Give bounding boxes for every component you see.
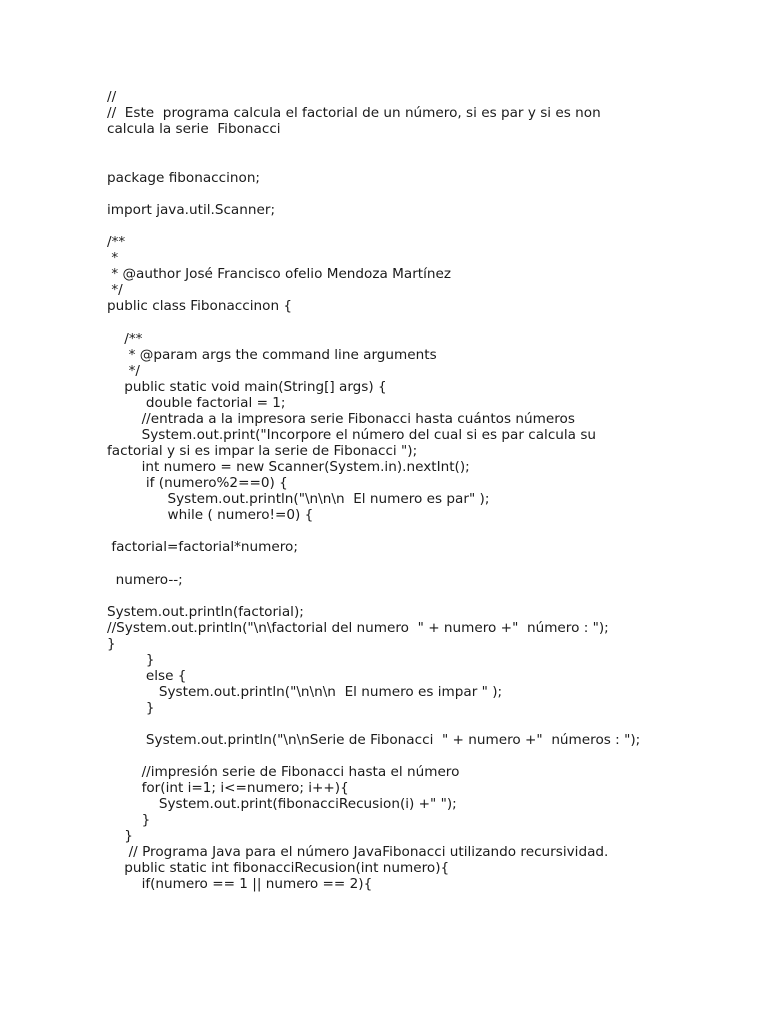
code-line: if(numero == 1 || numero == 2){ <box>107 876 373 892</box>
code-line: } <box>107 636 116 652</box>
code-line: while ( numero!=0) { <box>107 507 314 523</box>
code-line: package fibonaccinon; <box>107 170 261 186</box>
code-line: System.out.print(fibonacciRecusion(i) +" "); <box>107 796 457 812</box>
code-line: } <box>107 652 155 668</box>
code-line: } <box>107 812 151 828</box>
code-line: factorial=factorial*numero; <box>107 539 298 555</box>
code-line: } <box>107 828 133 844</box>
code-line: public static void main(String[] args) { <box>107 379 387 395</box>
code-line: */ <box>107 363 140 379</box>
code-line: /** <box>107 331 143 347</box>
code-line: calcula la serie Fibonacci <box>107 121 281 137</box>
code-line: for(int i=1; i<=numero; i++){ <box>107 780 349 796</box>
code-line: //System.out.println("\n\factorial del numero " + numero +" número : "); <box>107 620 609 636</box>
code-line: System.out.println("\n\n\n El numero es par" ); <box>107 491 490 507</box>
code-line: public static int fibonacciRecusion(int numero){ <box>107 860 450 876</box>
code-line: // Programa Java para el número JavaFibonacci utilizando recursividad. <box>107 844 609 860</box>
code-line: public class Fibonaccinon { <box>107 298 293 314</box>
code-line: /** <box>107 234 126 250</box>
code-line: } <box>107 700 155 716</box>
code-line: * @param args the command line arguments <box>107 347 437 363</box>
code-line: else { <box>107 668 187 684</box>
code-line: int numero = new Scanner(System.in).nextInt(); <box>107 459 470 475</box>
code-line: if (numero%2==0) { <box>107 475 288 491</box>
code-line: // <box>107 89 117 105</box>
code-line: System.out.println("\n\n\n El numero es impar " ); <box>107 684 503 700</box>
code-line: double factorial = 1; <box>107 395 286 411</box>
code-line: //impresión serie de Fibonacci hasta el número <box>107 764 460 780</box>
code-line: // Este programa calcula el factorial de un número, si es par y si es non <box>107 105 601 121</box>
code-line: //entrada a la impresora serie Fibonacci hasta cuántos números <box>107 411 575 427</box>
code-line: System.out.println("\n\nSerie de Fibonacci " + numero +" números : "); <box>107 732 641 748</box>
code-line: numero--; <box>107 572 183 588</box>
code-line: System.out.print("Incorpore el número del cual si es par calcula su <box>107 427 597 443</box>
code-line: * @author José Francisco ofelio Mendoza Martínez <box>107 266 452 282</box>
code-line: * <box>107 250 119 266</box>
code-line: System.out.println(factorial); <box>107 604 304 620</box>
code-line: import java.util.Scanner; <box>107 202 276 218</box>
code-line: factorial y si es impar la serie de Fibonacci "); <box>107 443 418 459</box>
code-line: */ <box>107 282 123 298</box>
